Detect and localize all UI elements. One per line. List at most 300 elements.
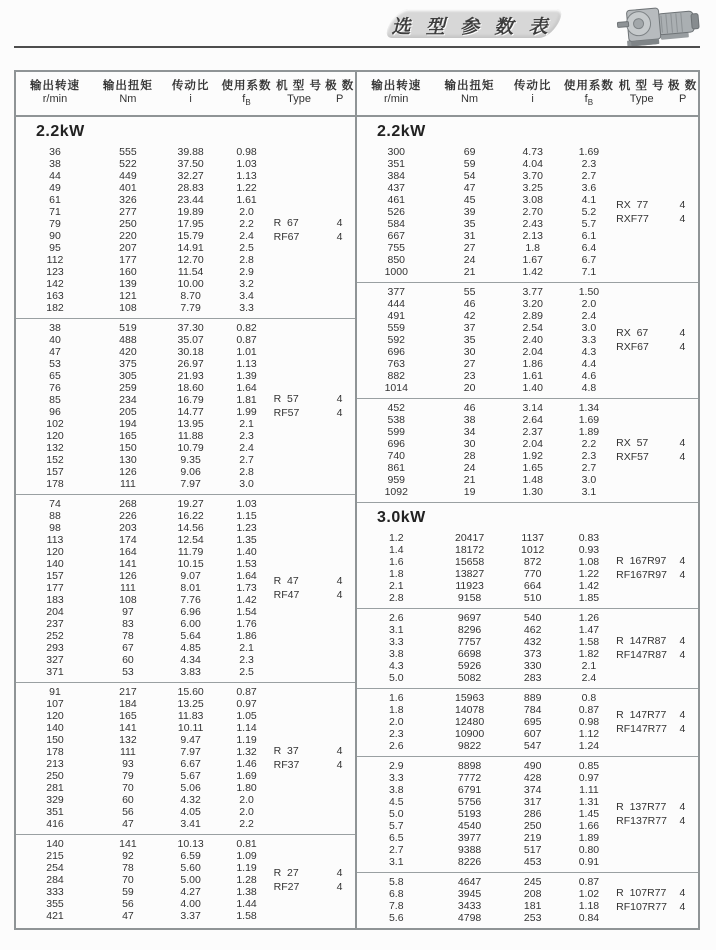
table-row [16, 478, 274, 490]
model-poles: 4 [336, 217, 343, 230]
cell-torque: 12480 [454, 716, 485, 729]
cell-torque: 194 [119, 418, 137, 431]
cell-speed: 90 [49, 230, 61, 243]
cell-service-factor: 1.73 [236, 582, 257, 595]
model-line [616, 436, 698, 450]
table-row [357, 740, 616, 752]
cell-service-factor: 2.5 [239, 242, 254, 255]
cell-speed: 599 [387, 426, 406, 439]
cell-speed: 178 [46, 746, 64, 759]
cell-speed: 491 [387, 310, 406, 323]
cell-service-factor: 1.13 [236, 358, 257, 371]
cell-service-factor: 3.2 [239, 278, 254, 291]
cell-ratio: 9.35 [180, 454, 201, 467]
table-row [16, 606, 274, 618]
cell-torque: 277 [119, 206, 137, 219]
table-row [16, 558, 274, 570]
cell-ratio: 6.00 [180, 618, 201, 631]
data-rows [16, 146, 274, 314]
power-rating-heading: 2.2kW [36, 123, 85, 141]
cell-speed: 76 [49, 382, 61, 395]
cell-speed: 74 [49, 498, 61, 511]
cell-ratio: 7.97 [180, 746, 201, 759]
cell-torque: 78 [122, 862, 134, 875]
cell-speed: 237 [46, 618, 64, 631]
cell-torque: 3433 [457, 900, 482, 913]
cell-ratio: 770 [523, 568, 542, 581]
cell-speed: 959 [387, 474, 406, 487]
table-row [357, 146, 616, 158]
table-row [16, 582, 274, 594]
cell-torque: 141 [119, 722, 137, 735]
model-column [616, 692, 698, 752]
table-row [16, 758, 274, 770]
cell-speed: 3.8 [388, 784, 404, 797]
cell-speed: 36 [49, 146, 61, 159]
cell-torque: 83 [122, 618, 134, 631]
model-name: R 47 [273, 575, 299, 588]
cell-service-factor: 1.34 [578, 402, 600, 415]
model-line [274, 406, 355, 420]
cell-torque: 326 [119, 194, 137, 207]
cell-speed: 351 [387, 158, 406, 171]
cell-ratio: 517 [523, 844, 542, 857]
cell-ratio: 428 [523, 772, 542, 785]
cell-service-factor: 1.19 [236, 734, 257, 747]
cell-speed: 107 [46, 698, 64, 711]
table-row [357, 544, 616, 556]
model-name: RXF57 [616, 451, 649, 464]
table-row [357, 450, 616, 462]
cell-torque: 132 [119, 734, 137, 747]
data-rows [357, 760, 616, 868]
cell-ratio: 250 [523, 820, 542, 833]
cell-speed: 284 [46, 874, 64, 887]
cell-speed: 120 [46, 430, 64, 443]
cell-torque: 150 [119, 442, 137, 455]
cell-speed: 112 [46, 254, 64, 267]
cell-ratio: 19.27 [177, 498, 204, 511]
cell-service-factor: 2.2 [239, 818, 254, 831]
model-line [616, 450, 698, 464]
cell-ratio: 11.79 [177, 546, 204, 559]
header-divider [14, 46, 700, 48]
parameter-block [16, 683, 355, 834]
cell-service-factor: 1.50 [578, 286, 600, 299]
model-poles: 4 [336, 575, 343, 588]
model-name: RX 57 [616, 437, 649, 450]
model-name: R 147R87 [616, 635, 667, 648]
cell-speed: 3.3 [388, 636, 404, 649]
cell-torque: 23 [463, 370, 476, 383]
cell-ratio: 1.86 [522, 358, 543, 371]
cell-speed: 150 [46, 734, 64, 747]
cell-service-factor: 4.4 [581, 358, 597, 371]
cell-torque: 3977 [457, 832, 482, 845]
cell-speed: 71 [49, 206, 61, 219]
table-row [16, 194, 274, 206]
cell-service-factor: 2.8 [239, 466, 254, 479]
model-name: RF107R77 [616, 901, 667, 914]
table-row [16, 910, 274, 922]
table-row [16, 698, 274, 710]
model-line [616, 554, 698, 568]
cell-speed: 102 [46, 418, 64, 431]
cell-ratio: 547 [523, 740, 542, 753]
cell-speed: 2.9 [388, 760, 404, 773]
cell-torque: 8226 [457, 856, 482, 869]
cell-service-factor: 0.87 [236, 686, 257, 699]
model-line [274, 744, 355, 758]
table-row [357, 660, 616, 672]
cell-speed: 38 [49, 322, 61, 335]
cell-speed: 140 [46, 558, 64, 571]
cell-speed: 861 [387, 462, 406, 475]
cell-speed: 132 [46, 442, 64, 455]
cell-service-factor: 0.84 [578, 912, 600, 925]
cell-speed: 377 [387, 286, 406, 299]
cell-torque: 305 [119, 370, 137, 383]
cell-speed: 2.1 [388, 580, 404, 593]
table-row [16, 278, 274, 290]
cell-speed: 1000 [384, 266, 408, 279]
cell-torque: 24 [463, 462, 476, 475]
model-poles: 4 [336, 867, 343, 880]
cell-service-factor: 0.87 [236, 334, 257, 347]
cell-service-factor: 1.85 [578, 592, 600, 605]
cell-service-factor: 1.69 [578, 414, 600, 427]
cell-speed: 5.7 [388, 820, 404, 833]
cell-torque: 18172 [454, 544, 485, 557]
table-row [357, 592, 616, 604]
model-name: RX 67 [616, 327, 649, 340]
cell-service-factor: 7.1 [581, 266, 597, 279]
cell-torque: 47 [122, 910, 134, 923]
table-row [16, 370, 274, 382]
cell-service-factor: 2.2 [581, 438, 597, 451]
data-rows [357, 146, 616, 278]
cell-speed: 3.3 [388, 772, 404, 785]
cell-ratio: 3.70 [522, 170, 543, 183]
table-row [357, 900, 616, 912]
cell-service-factor: 2.3 [239, 430, 254, 443]
cell-service-factor: 2.3 [581, 450, 597, 463]
cell-ratio: 2.40 [522, 334, 543, 347]
cell-torque: 45 [463, 194, 476, 207]
cell-torque: 39 [463, 206, 476, 219]
cell-service-factor: 1.76 [236, 618, 257, 631]
cell-torque: 121 [119, 290, 137, 303]
page-title: 选 型 参 数 表 [391, 17, 553, 38]
cell-ratio: 7.76 [180, 594, 201, 607]
cell-torque: 130 [119, 454, 137, 467]
cell-service-factor: 6.7 [581, 254, 597, 267]
cell-speed: 2.6 [388, 740, 404, 753]
cell-service-factor: 1.45 [578, 808, 600, 821]
model-name: R 37 [273, 745, 299, 758]
cell-ratio: 16.79 [177, 394, 204, 407]
table-row [16, 146, 274, 158]
cell-ratio: 540 [523, 612, 542, 625]
cell-torque: 14078 [454, 704, 485, 717]
power-rating-heading: 3.0kW [377, 509, 426, 527]
cell-speed: 351 [46, 806, 64, 819]
cell-ratio: 7.79 [180, 302, 201, 315]
cell-torque: 54 [463, 170, 476, 183]
cell-torque: 20417 [454, 532, 485, 545]
model-column [616, 612, 698, 684]
cell-ratio: 14.91 [177, 242, 204, 255]
table-row [357, 820, 616, 832]
cell-service-factor: 1.05 [236, 710, 257, 723]
cell-torque: 59 [463, 158, 476, 171]
cell-service-factor: 1.32 [236, 746, 257, 759]
model-poles: 4 [679, 649, 686, 662]
model-column [274, 146, 355, 314]
cell-torque: 47 [463, 182, 476, 195]
data-rows [357, 532, 616, 604]
cell-torque: 401 [119, 182, 137, 195]
parameter-block [16, 495, 355, 682]
cell-speed: 7.8 [388, 900, 404, 913]
cell-ratio: 10.79 [177, 442, 204, 455]
cell-torque: 164 [119, 546, 137, 559]
selection-parameter-table [14, 70, 700, 930]
cell-torque: 259 [119, 382, 137, 395]
cell-service-factor: 0.82 [236, 322, 257, 335]
model-name: R 147R77 [616, 709, 667, 722]
model-poles: 4 [679, 723, 686, 736]
cell-torque: 21 [463, 266, 476, 279]
cell-service-factor: 0.83 [578, 532, 600, 545]
model-poles: 4 [679, 901, 686, 914]
model-poles: 4 [679, 887, 686, 900]
data-rows [357, 692, 616, 752]
cell-ratio: 490 [523, 760, 542, 773]
parameter-block [357, 143, 698, 282]
table-row [357, 636, 616, 648]
col-header-poles: 极 数 P [668, 80, 698, 105]
cell-speed: 2.6 [388, 612, 404, 625]
cell-speed: 4.3 [388, 660, 404, 673]
cell-ratio: 245 [523, 876, 542, 889]
cell-speed: 421 [46, 910, 64, 923]
cell-ratio: 3.41 [180, 818, 201, 831]
cell-torque: 111 [119, 478, 136, 491]
cell-torque: 5082 [457, 672, 482, 685]
cell-service-factor: 0.8 [581, 692, 597, 705]
cell-torque: 449 [119, 170, 137, 183]
table-row [357, 912, 616, 924]
cell-speed: 696 [387, 346, 406, 359]
cell-ratio: 664 [523, 580, 542, 593]
cell-service-factor: 1.35 [236, 534, 257, 547]
cell-ratio: 2.13 [522, 230, 543, 243]
cell-torque: 108 [119, 302, 137, 315]
cell-speed: 61 [49, 194, 61, 207]
cell-speed: 250 [46, 770, 64, 783]
cell-ratio: 5.67 [180, 770, 201, 783]
cell-service-factor: 1.02 [578, 888, 600, 901]
cell-torque: 268 [119, 498, 137, 511]
cell-ratio: 10.00 [177, 278, 204, 291]
cell-ratio: 10.11 [177, 722, 204, 735]
cell-speed: 178 [46, 478, 64, 491]
cell-service-factor: 3.1 [581, 486, 597, 499]
model-line [274, 216, 355, 230]
cell-service-factor: 4.1 [581, 194, 597, 207]
cell-service-factor: 2.0 [239, 206, 254, 219]
cell-service-factor: 3.3 [581, 334, 597, 347]
model-poles: 4 [679, 569, 686, 582]
cell-service-factor: 1.18 [578, 900, 600, 913]
cell-speed: 559 [387, 322, 406, 335]
cell-speed: 2.0 [388, 716, 404, 729]
cell-torque: 70 [122, 874, 134, 887]
model-poles: 4 [679, 709, 686, 722]
table-row [357, 426, 616, 438]
cell-torque: 174 [119, 534, 137, 547]
model-poles: 4 [679, 801, 686, 814]
cell-torque: 220 [119, 230, 137, 243]
cell-torque: 56 [122, 898, 134, 911]
cell-ratio: 23.44 [177, 194, 204, 207]
cell-speed: 1.4 [388, 544, 404, 557]
cell-torque: 126 [119, 570, 137, 583]
cell-torque: 7757 [457, 636, 482, 649]
cell-service-factor: 2.9 [239, 266, 254, 279]
cell-torque: 203 [119, 522, 137, 535]
table-row [16, 254, 274, 266]
table-row [16, 358, 274, 370]
col-header-service-factor: 使用系数 $f_B$ [563, 80, 614, 108]
cell-ratio: 5.06 [180, 782, 201, 795]
cell-ratio: 872 [523, 556, 542, 569]
table-row [16, 290, 274, 302]
cell-service-factor: 1.38 [236, 886, 257, 899]
cell-torque: 522 [119, 158, 137, 171]
cell-speed: 5.6 [388, 912, 404, 925]
model-column [616, 286, 698, 394]
col-header-speed: 输出转速 r/min [371, 80, 422, 105]
cell-service-factor: 1.69 [236, 770, 257, 783]
data-rows [16, 322, 274, 490]
model-column [616, 532, 698, 604]
cell-ratio: 1.67 [522, 254, 543, 267]
cell-service-factor: 3.3 [239, 302, 254, 315]
model-name: RF47 [273, 589, 300, 602]
cell-torque: 31 [463, 230, 476, 243]
table-row [16, 806, 274, 818]
table-row [357, 414, 616, 426]
cell-speed: 3.8 [388, 648, 404, 661]
table-row [357, 298, 616, 310]
cell-ratio: 1.61 [522, 370, 543, 383]
cell-speed: 120 [46, 710, 64, 723]
cell-torque: 92 [122, 850, 134, 863]
data-rows [357, 876, 616, 924]
cell-speed: 47 [49, 346, 61, 359]
table-row [16, 570, 274, 582]
col-header-model: 机 型 号 Type [276, 80, 322, 105]
cell-ratio: 1.48 [522, 474, 543, 487]
table-row [357, 158, 616, 170]
cell-speed: 538 [387, 414, 406, 427]
data-rows [16, 498, 274, 678]
cell-ratio: 4.73 [522, 146, 543, 159]
model-column [616, 146, 698, 278]
cell-service-factor: 2.7 [581, 462, 597, 475]
cell-torque: 141 [119, 838, 137, 851]
cell-service-factor: 2.1 [239, 642, 254, 655]
model-poles: 4 [336, 745, 343, 758]
table-row [16, 850, 274, 862]
cell-service-factor: 0.87 [578, 704, 600, 717]
cell-ratio: 7.97 [180, 478, 201, 491]
cell-service-factor: 1.89 [578, 426, 600, 439]
cell-torque: 141 [119, 558, 137, 571]
cell-ratio: 3.25 [522, 182, 543, 195]
table-row [357, 716, 616, 728]
cell-service-factor: 2.4 [239, 230, 254, 243]
cell-service-factor: 1.22 [578, 568, 600, 581]
col-header-ratio: 传动比 i [513, 80, 552, 105]
cell-torque: 9158 [457, 592, 482, 605]
table-row [357, 438, 616, 450]
cell-speed: 96 [49, 406, 61, 419]
cell-speed: 252 [46, 630, 64, 643]
table-row [16, 862, 274, 874]
cell-torque: 20 [463, 382, 476, 395]
cell-torque: 13827 [454, 568, 485, 581]
cell-speed: 3.1 [388, 856, 404, 869]
cell-torque: 375 [119, 358, 137, 371]
cell-torque: 5926 [457, 660, 482, 673]
cell-ratio: 283 [523, 672, 542, 685]
cell-speed: 667 [387, 230, 406, 243]
table-row [16, 334, 274, 346]
model-name: RF67 [273, 231, 300, 244]
cell-speed: 157 [46, 466, 64, 479]
cell-service-factor: 0.97 [578, 772, 600, 785]
cell-torque: 67 [122, 642, 134, 655]
cell-ratio: 2.04 [522, 346, 543, 359]
table-row [357, 612, 616, 624]
cell-service-factor: 1.69 [578, 146, 600, 159]
table-row [357, 286, 616, 298]
cell-torque: 19 [463, 486, 476, 499]
cell-speed: 1014 [384, 382, 408, 395]
cell-ratio: 21.93 [177, 370, 204, 383]
cell-ratio: 208 [523, 888, 542, 901]
cell-service-factor: 4.3 [581, 346, 597, 359]
table-row [16, 534, 274, 546]
table-row [357, 796, 616, 808]
cell-speed: 329 [46, 794, 64, 807]
cell-speed: 204 [46, 606, 64, 619]
cell-ratio: 1.8 [525, 242, 540, 255]
data-rows [357, 402, 616, 498]
cell-speed: 300 [387, 146, 406, 159]
cell-speed: 5.0 [388, 672, 404, 685]
table-row [16, 594, 274, 606]
parameter-block [16, 319, 355, 494]
cell-speed: 696 [387, 438, 406, 451]
cell-speed: 281 [46, 782, 64, 795]
table-row [16, 630, 274, 642]
cell-service-factor: 1.42 [236, 594, 257, 607]
cell-speed: 49 [49, 182, 61, 195]
